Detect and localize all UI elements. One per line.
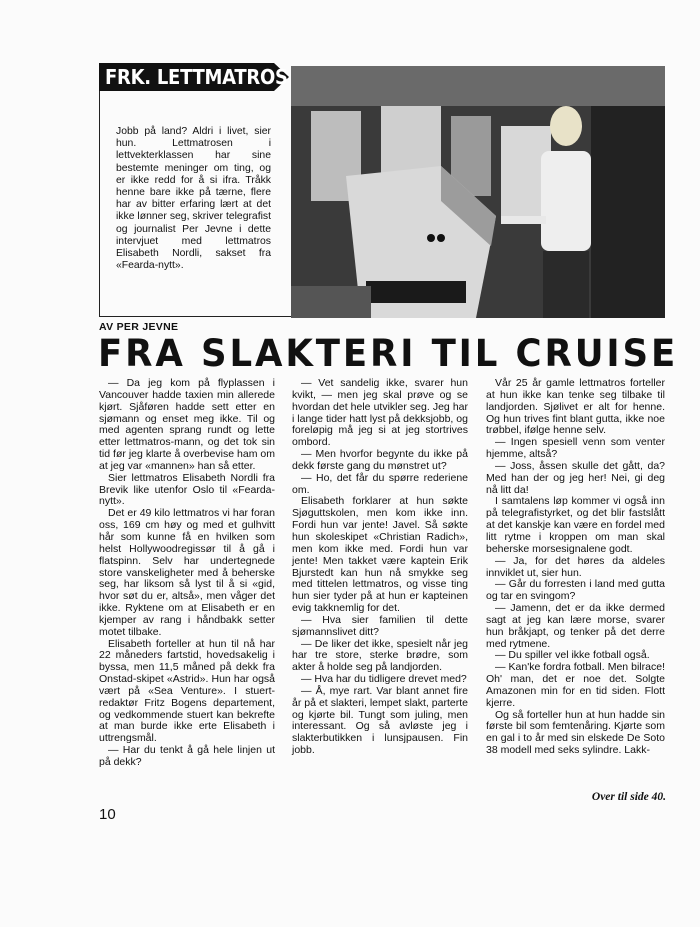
- paragraph: — Jamenn, det er da ikke dermed sagt at jeg kan lære morse, svarer hun bråkjapt, og tenker på det derre med rytmene.: [486, 602, 665, 650]
- paragraph: — Går du forresten i land med gutta og tar en svingom?: [486, 578, 665, 603]
- continued-note: Over til side 40.: [591, 791, 666, 803]
- paragraph: — Men hvorfor begynte du ikke på dekk første gang du mønstret ut?: [292, 448, 468, 472]
- article-column-2: [292, 378, 468, 757]
- paragraph: Elisabeth forteller at hun til nå har 22 måneders fartstid, hovedsakelig i byssa, men 11,5 måned på dekk fra Onstad-skipet «Astrid». Hun har også vært på «Sea Venture». I stuert-redaktør Fritz Bogens departement, og vedkommende stuert kan bekrefte at man burde ikke erte Elisabeth i uttrengsmål.: [99, 637, 275, 745]
- paragraph: Vår 25 år gamle lettmatros forteller at hun ikke kan tenke seg tilbake til landjorden. Sjølivet er alt for henne. Og hun trives fint blant gutta, ikke noe trøbbel, ifølge henne selv.: [486, 377, 665, 437]
- paragraph: — Da jeg kom på flyplassen i Vancouver hadde taxien min allerede kjørt. Sjåføren hadde sett etter en sjømann og enset meg ikke. Til og med agenten sprang rundt og lette etter lettmatros-mann, og det tok sin tid før jeg klarte å overbevise ham om at jeg var «mannen» han så etter.: [99, 377, 275, 472]
- paragraph: — Ja, for det høres da aldeles innviklet ut, sier hun.: [486, 554, 665, 579]
- section-banner: [99, 63, 289, 91]
- paragraph: Sier lettmatros Elisabeth Nordli fra Brevik like utenfor Oslo til «Fearda-nytt».: [99, 471, 275, 508]
- banner-label: FRK. LETTMATROS: [105, 65, 288, 89]
- byline: AV PER JEVNE: [99, 321, 179, 333]
- paragraph: — Vet sandelig ikke, svarer hun kvikt, — men jeg skal prøve og se hvordan det hele utvikler seg. Jeg har i lange tider hatt lyst på dekksjobb, og foreløpig må jeg si at jeg stortrives ombord.: [292, 377, 468, 449]
- article-column-1: [99, 378, 275, 769]
- paragraph: — Ho, det får du spørre rederiene om.: [292, 471, 468, 496]
- paragraph: Det er 49 kilo lettmatros vi har foran oss, 169 cm høy og med et gulhvitt hår som kunne få en hvilken som helst Hollywoodregissør til å gå i flatspinn. Selv har undertegnede store vanskeligheter med å beherske seg, har liksom så lyst til å si «gid, hvor søt du er, altså», men våger det ikke. Ryktene om at Elisabeth er en kjemper av rang i håndbakk setter motet tilbake.: [99, 507, 275, 638]
- paragraph: Elisabeth forklarer at hun søkte Sjøguttskolen, men kom ikke inn. Fordi hun var jente! Javel. Så søkte hun skoleskipet «Christian Radich», men kom ikke med. Fordi hun var jente! Men takket være kaptein Erik Bjurstedt kan hun nå smykke seg med tittelen lettmatros, og visse ting hun sier tyder på at hun er kapteinen evig takknemlig for det.: [292, 495, 468, 615]
- headline: FRA SLAKTERI TIL CRUISE: [98, 332, 679, 375]
- intro-text: Jobb på land? Aldri i livet, sier hun. Lettmatrosen i lettvekterklassen har sine bestemte meninger om ting, og er ikke redd for å si ifra. Tråkk henne bare ikke på tærne, flere har av bitter erfaring lært at det ikke lønner seg, skriver telegrafist og journalist Per Jevne i dette intervjuet med lettmatros Elisabeth Nordli, sakset fra «Fearda-nytt».: [116, 126, 271, 272]
- paragraph: Og så forteller hun at hun hadde sin første bil som femtenåring. Kjørte som en gal i to år med sin elskede De Soto 38 modell med seks sylindre. Lakk-: [486, 708, 665, 757]
- page-number: 10: [99, 806, 116, 823]
- paragraph: — De liker det ikke, spesielt når jeg har tre store, sterke brødre, som akter å holde seg på landjorden.: [292, 637, 468, 674]
- bridge-photo: [291, 66, 665, 318]
- paragraph: — Joss, åssen skulle det gått, da? Med han der og jeg her! Nei, gi deg nå litt da!: [486, 459, 665, 496]
- paragraph: — Kan'ke fordra fotball. Men bilrace! Oh' man, det er noe det. Solgte Amazonen min for en tid siden. Flott kjerre.: [486, 661, 665, 709]
- paragraph: — Har du tenkt å gå hele linjen ut på dekk?: [99, 744, 275, 768]
- article-column-3: [486, 378, 665, 757]
- paragraph: I samtalens løp kommer vi også inn på telegrafistyrket, og det blir fastslått at det kanskje kan være en fordel med litt rytme i kroppen om man skal beherske morsesignalene godt.: [486, 495, 665, 555]
- paragraph: — Ingen spesiell venn som venter hjemme, altså?: [486, 436, 665, 461]
- paragraph: — Å, mye rart. Var blant annet fire år på et slakteri, lempet slakt, parterte og kjørte bil. Tungt som juling, men interessant. Og så avløste jeg i slakterbutikken i lunsjpausen. Fin jobb.: [292, 684, 468, 757]
- paragraph: — Hva sier familien til dette sjømannslivet ditt?: [292, 613, 468, 638]
- paragraph: — Du spiller vel ikke fotball også.: [495, 649, 650, 662]
- paragraph: — Hva har du tidligere drevet med?: [301, 673, 467, 686]
